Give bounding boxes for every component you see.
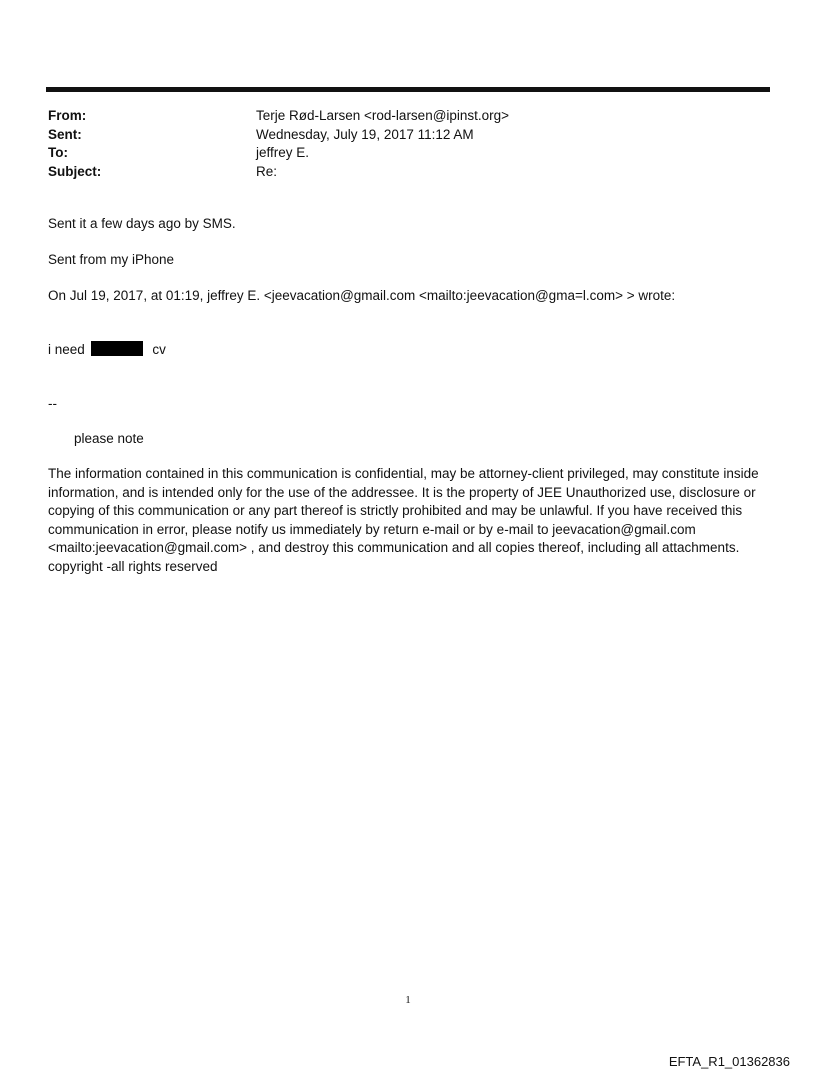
from-row [48, 107, 748, 126]
header-divider [46, 87, 770, 92]
subject-row [48, 163, 748, 182]
body-line-quote-header: On Jul 19, 2017, at 01:19, jeffrey E. <jeevacation@gmail.com <mailto:jeevacation@gma=l.com> > wrote: [48, 288, 676, 303]
redaction-block [91, 341, 143, 356]
sent-label: Sent: [48, 126, 82, 142]
to-label: To: [48, 145, 68, 160]
quoted-message [48, 341, 166, 360]
note-heading: please note [74, 431, 144, 446]
from-value: Terje Rød-Larsen <rod-larsen@ipinst.org> [256, 108, 510, 123]
to-value: jeffrey E. [256, 145, 310, 160]
quoted-prefix: i need [48, 342, 85, 357]
quoted-suffix: cv [152, 342, 166, 357]
from-label: From: [48, 108, 87, 123]
document-id: EFTA_R1_01362836 [668, 1054, 790, 1069]
confidentiality-disclaimer: The information contained in this communication is confidential, may be attorney-client privileged, may constitute inside information, and is intended only for the use of the addressee. It is the property of JEE Unauthorized use, disclosure or copying of this communication or any part thereof is strictly prohibited and may be unlawful. If you have received this communication in error, please notify us immediately by return e-mail or by e-mail to jeevacation@gmail.com <mailto:jeevacation@gmail.com> , and destroy this communication and all copies thereof, including all attachments. copyright -all rights reserved [48, 466, 759, 574]
subject-value: Re: [256, 163, 278, 179]
to-row [48, 144, 748, 163]
sent-row [48, 126, 748, 145]
body-line-signature: Sent from my iPhone [48, 252, 175, 267]
email-header [48, 107, 748, 181]
signature-separator: -- [48, 396, 57, 411]
page-number: 1 [405, 994, 411, 1006]
body-line-reply: Sent it a few days ago by SMS. [48, 216, 236, 231]
sent-value: Wednesday, July 19, 2017 11:12 AM [256, 126, 474, 142]
subject-label: Subject: [48, 163, 102, 179]
